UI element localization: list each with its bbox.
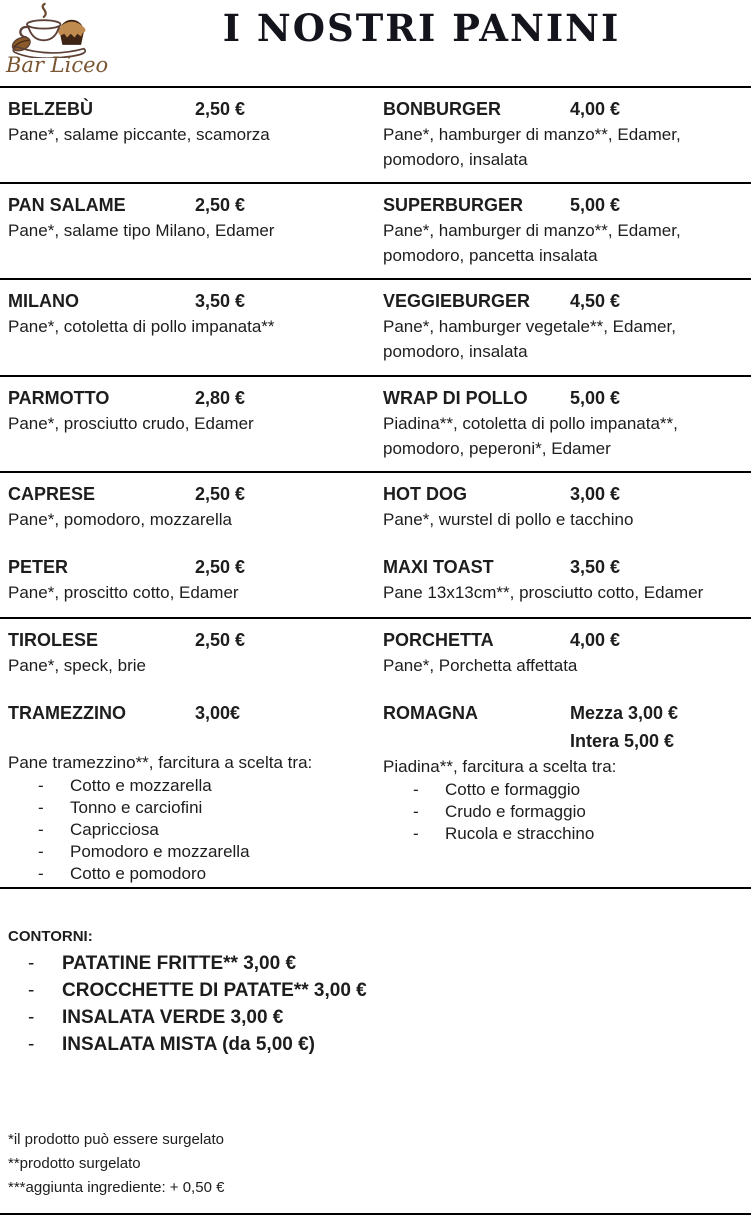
list-item-text: Capricciosa (70, 820, 159, 839)
item-price: 3,50 € (195, 291, 246, 311)
item-name: TIROLESE (8, 630, 99, 650)
item-name: MILANO (8, 291, 79, 311)
menu-item-tirolese (8, 628, 363, 678)
filling-options-list (383, 779, 745, 845)
item-description: Pane*, pomodoro, mozzarella (8, 510, 232, 529)
dash-bullet: - (38, 776, 44, 795)
dash-bullet: - (28, 953, 35, 974)
item-name: VEGGIEBURGER (383, 291, 531, 311)
list-item (383, 779, 745, 801)
item-name: MAXI TOAST (383, 557, 494, 577)
item-description: Pane*, hamburger di manzo**, Edamer, pomodoro, pancetta insalata (383, 221, 681, 265)
list-item-text: INSALATA MISTA (da 5,00 €) (62, 1034, 316, 1055)
menu-cell (0, 619, 375, 887)
item-price-stack (570, 701, 678, 754)
item-price: 2,50 € (195, 195, 246, 215)
item-price: 2,50 € (195, 484, 246, 504)
menu-cell (0, 473, 375, 617)
menu-item-hot-dog (383, 482, 745, 532)
list-item (383, 801, 745, 823)
item-description: Pane 13x13cm**, prosciutto cotto, Edamer (383, 583, 704, 602)
dash-bullet: - (413, 780, 419, 799)
list-item (8, 950, 743, 977)
item-description: Piadina**, cotoletta di pollo impanata**, pomodoro, peperoni*, Edamer (383, 414, 678, 458)
item-name: SUPERBURGER (383, 195, 524, 215)
brand-name: Bar Liceo (6, 53, 109, 77)
item-price: 2,80 € (195, 388, 246, 408)
list-item-text: PATATINE FRITTE** 3,00 € (62, 953, 297, 974)
list-item-text: Crudo e formaggio (445, 802, 586, 821)
item-name: ROMAGNA (383, 703, 478, 723)
item-price: 2,50 € (195, 557, 246, 577)
menu-row (0, 375, 751, 471)
menu-item-milano (0, 280, 375, 375)
menu-item-romagna (383, 701, 745, 754)
item-name: TRAMEZZINO (8, 703, 126, 723)
item-name: BONBURGER (383, 99, 502, 119)
item-price: 4,50 € (570, 291, 621, 311)
list-item (8, 1004, 743, 1031)
item-name: BELZEBÙ (8, 99, 93, 119)
footnotes (0, 1128, 751, 1200)
filling-options-list (8, 775, 363, 885)
contorni-section (0, 889, 751, 1058)
menu-item-porchetta (383, 628, 745, 678)
item-name: PAN SALAME (8, 195, 126, 215)
filling-choices-intro: Piadina**, farcitura a scelta tra: (383, 757, 617, 776)
item-price-half: Mezza 3,00 € (570, 703, 679, 723)
dash-bullet: - (413, 824, 419, 843)
footnote: ***aggiunta ingrediente: + 0,50 € (8, 1179, 225, 1196)
list-item-text: CROCCHETTE DI PATATE** 3,00 € (62, 980, 367, 1001)
contorni-heading: CONTORNI: (8, 928, 93, 945)
item-name: CAPRESE (8, 484, 96, 504)
dash-bullet: - (38, 798, 44, 817)
list-item (8, 841, 363, 863)
menu-cell (375, 473, 751, 617)
item-name: PARMOTTO (8, 388, 110, 408)
menu-row (0, 86, 751, 182)
list-item-text: Pomodoro e mozzarella (70, 842, 250, 861)
item-description: Pane*, salame piccante, scamorza (8, 125, 270, 144)
item-description: Pane*, cotoletta di pollo impanata** (8, 317, 275, 336)
footnote: *il prodotto può essere surgelato (8, 1131, 224, 1148)
menu-grid (0, 86, 751, 889)
dash-bullet: - (38, 864, 44, 883)
item-price: 4,00 € (570, 630, 621, 650)
menu-row (0, 617, 751, 887)
item-description: Pane*, proscitto cotto, Edamer (8, 583, 239, 602)
list-item-text: Tonno e carciofini (70, 798, 203, 817)
item-price: 4,00 € (570, 99, 621, 119)
item-price: 3,00 € (570, 484, 621, 504)
list-item (8, 863, 363, 885)
item-price: 5,00 € (570, 195, 621, 215)
menu-item-wrap-di-pollo (375, 377, 751, 471)
item-description: Pane*, hamburger vegetale**, Edamer, pomodoro, insalata (383, 317, 676, 361)
list-item (8, 977, 743, 1004)
menu-item-maxi-toast (383, 555, 745, 605)
dash-bullet: - (38, 820, 44, 839)
item-price: 3,50 € (570, 557, 621, 577)
list-item (8, 797, 363, 819)
item-description: Pane*, prosciutto crudo, Edamer (8, 414, 254, 433)
list-item-text: Cotto e mozzarella (70, 776, 212, 795)
dash-bullet: - (28, 980, 35, 1001)
item-description: Pane*, speck, brie (8, 656, 146, 675)
menu-item-peter (8, 555, 363, 605)
page-header (0, 0, 751, 86)
page-bottom-rule (0, 1213, 751, 1215)
list-item-text: INSALATA VERDE 3,00 € (62, 1007, 284, 1028)
footnote: **prodotto surgelato (8, 1155, 141, 1172)
item-price: 3,00€ (195, 703, 241, 723)
list-item (383, 823, 745, 845)
item-price: 5,00 € (570, 388, 621, 408)
menu-row (0, 182, 751, 278)
item-description: Pane*, salame tipo Milano, Edamer (8, 221, 275, 240)
dash-bullet: - (28, 1007, 35, 1028)
menu-item-superburger (375, 184, 751, 278)
menu-item-tramezzino (8, 701, 363, 726)
menu-row (0, 471, 751, 617)
dash-bullet: - (413, 802, 419, 821)
menu-item-veggieburger (375, 280, 751, 375)
filling-choices-intro: Pane tramezzino**, farcitura a scelta tra: (8, 753, 313, 772)
item-price: 2,50 € (195, 99, 246, 119)
item-price: 2,50 € (195, 630, 246, 650)
item-name: PORCHETTA (383, 630, 494, 650)
list-item-text: Cotto e pomodoro (70, 864, 207, 883)
item-description: Pane*, hamburger di manzo**, Edamer, pomodoro, insalata (383, 125, 681, 169)
list-item (8, 819, 363, 841)
menu-item-pan-salame (0, 184, 375, 278)
menu-cell (375, 619, 751, 887)
list-item-text: Rucola e stracchino (445, 824, 595, 843)
list-item-text: Cotto e formaggio (445, 780, 581, 799)
dash-bullet: - (28, 1034, 35, 1055)
list-item (8, 775, 363, 797)
item-name: PETER (8, 557, 69, 577)
contorni-list (8, 950, 743, 1058)
item-name: WRAP DI POLLO (383, 388, 528, 408)
menu-item-belzebu (0, 88, 375, 182)
menu-item-parmotto (0, 377, 375, 471)
menu-row (0, 278, 751, 375)
menu-item-caprese (8, 482, 363, 532)
item-price-whole: Intera 5,00 € (570, 731, 675, 751)
item-description: Pane*, Porchetta affettata (383, 656, 578, 675)
item-description: Pane*, wurstel di pollo e tacchino (383, 510, 634, 529)
page-title: I NOSTRI PANINI (222, 6, 621, 50)
dash-bullet: - (38, 842, 44, 861)
list-item (8, 1031, 743, 1058)
menu-item-bonburger (375, 88, 751, 182)
item-name: HOT DOG (383, 484, 467, 504)
